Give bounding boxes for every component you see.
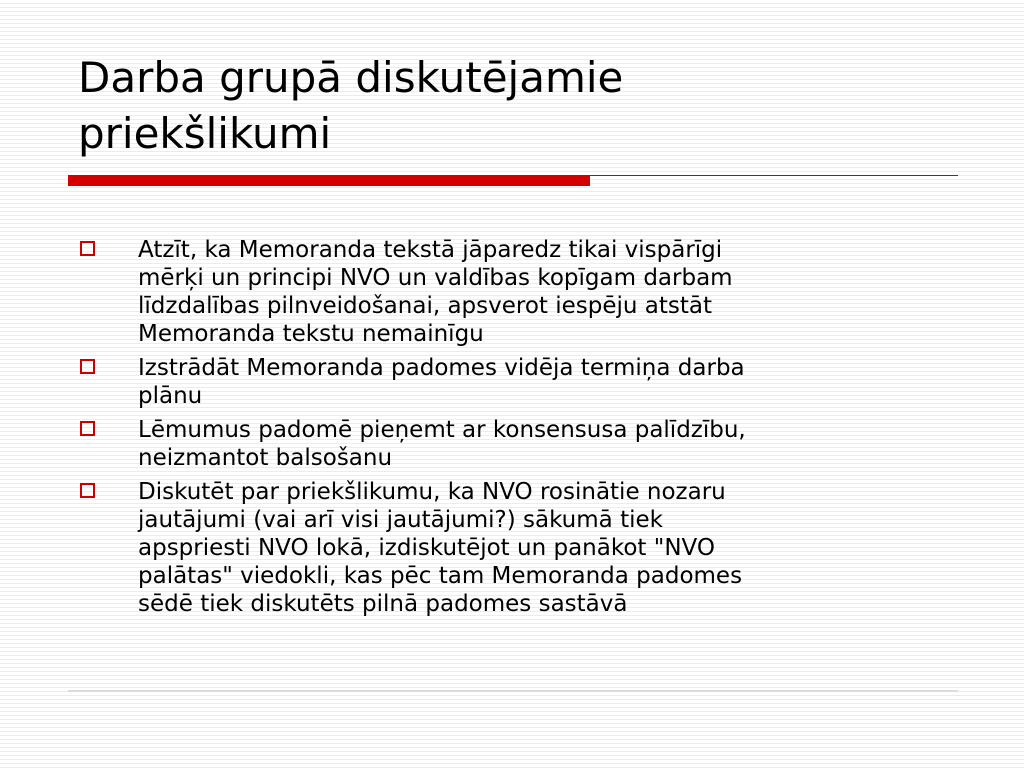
hollow-square-icon <box>80 483 95 498</box>
bullet-text <box>138 478 948 618</box>
slide-title-line: priekšlikumi <box>78 109 332 158</box>
bullet-item <box>78 236 948 348</box>
bullet-text <box>138 416 948 472</box>
bullet-line: apspriesti NVO lokā, izdiskutējot un panākot "NVO <box>138 535 715 561</box>
bullet-line: palātas" viedokli, kas pēc tam Memoranda padomes <box>138 563 743 589</box>
bullet-line: Lēmumus padomē pieņemt ar konsensusa palīdzību, <box>138 417 746 443</box>
bullet-item <box>78 478 948 618</box>
bullet-text <box>138 354 948 410</box>
bullet-list <box>78 236 948 624</box>
hollow-square-icon <box>80 359 95 374</box>
footer-divider <box>68 690 958 692</box>
bullet-line: plānu <box>138 383 203 409</box>
title-divider-accent-bar <box>68 175 590 186</box>
bullet-line: Izstrādāt Memoranda padomes vidēja termiņa darba <box>138 355 745 381</box>
bullet-line: neizmantot balsošanu <box>138 445 393 471</box>
hollow-square-icon <box>80 241 95 256</box>
bullet-item <box>78 354 948 410</box>
bullet-line: līdzdalības pilnveidošanai, apsverot iespēju atstāt <box>138 293 713 319</box>
bullet-line: sēdē tiek diskutēts pilnā padomes sastāvā <box>138 591 628 617</box>
hollow-square-icon <box>80 421 95 436</box>
bullet-line: mērķi un principi NVO un valdības kopīgam darbam <box>138 265 733 291</box>
title-divider <box>68 175 958 187</box>
slide-title-line: Darba grupā diskutējamie <box>78 53 624 102</box>
bullet-line: jautājumi (vai arī visi jautājumi?) sākumā tiek <box>138 507 663 533</box>
slide-title <box>78 50 958 162</box>
bullet-line: Memoranda tekstu nemainīgu <box>138 321 484 347</box>
bullet-text <box>138 236 948 348</box>
bullet-line: Diskutēt par priekšlikumu, ka NVO rosinātie nozaru <box>138 479 726 505</box>
bullet-line: Atzīt, ka Memoranda tekstā jāparedz tikai vispārīgi <box>138 237 723 263</box>
bullet-item <box>78 416 948 472</box>
